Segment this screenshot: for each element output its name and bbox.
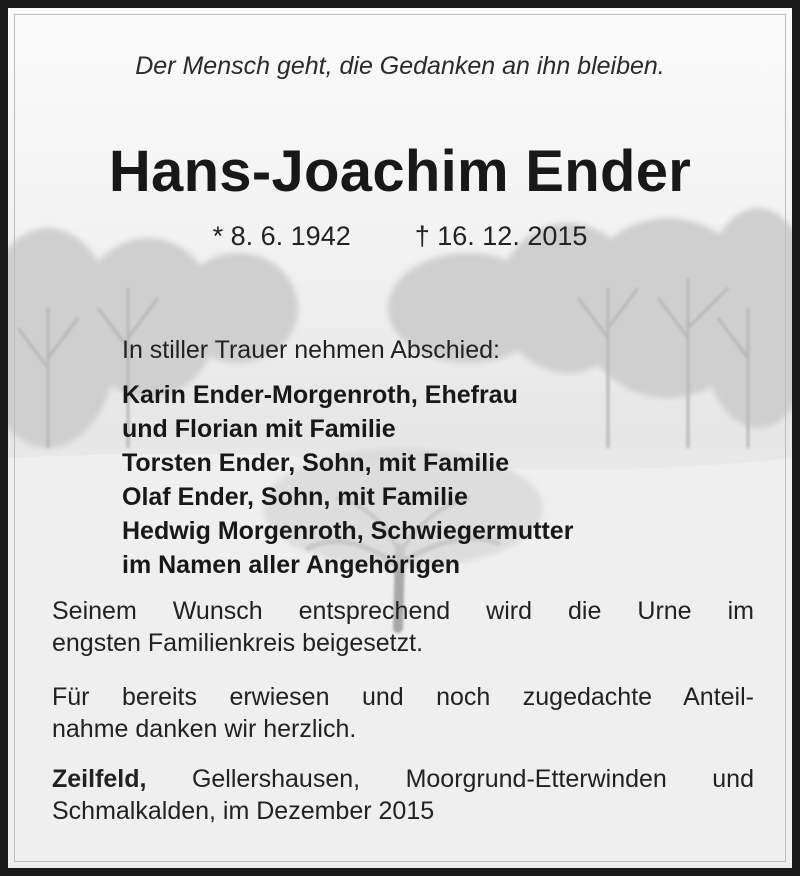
closing-line: Schmalkalden, im Dezember 2015	[52, 797, 435, 825]
closing-line	[52, 763, 754, 795]
mourners-list	[122, 378, 573, 582]
urn-notice	[52, 595, 754, 659]
thanks-text	[52, 681, 754, 745]
closing-places	[52, 763, 754, 827]
birth-date: * 8. 6. 1942	[212, 221, 351, 251]
mourner-line: Olaf Ender, Sohn, mit Familie	[122, 483, 468, 511]
mourner-line: im Namen aller Angehörigen	[122, 551, 461, 579]
deceased-name: Hans-Joachim Ender	[108, 139, 692, 204]
thanks-line: Für bereits erwiesen und noch zugedachte Anteil-	[52, 683, 754, 711]
life-dates	[8, 221, 792, 252]
mourner-line: Torsten Ender, Sohn, mit Familie	[122, 449, 510, 477]
thanks-line: nahme danken wir herzlich.	[52, 715, 357, 743]
motto: Der Mensch geht, die Gedanken an ihn bleiben.	[135, 52, 665, 80]
notice-content	[8, 8, 792, 868]
mourner-line: und Florian mit Familie	[122, 415, 396, 443]
urn-notice-line: Seinem Wunsch entsprechend wird die Urne im	[52, 597, 754, 625]
mourner-line: Hedwig Morgenroth, Schwiegermutter	[122, 517, 574, 545]
closing-place: Zeilfeld,	[52, 765, 147, 793]
closing-line-rest: Gellershausen, Moorgrund-Etterwinden und	[146, 765, 754, 793]
mourner-line: Karin Ender-Morgenroth, Ehefrau	[122, 381, 518, 409]
mourning-intro: In stiller Trauer nehmen Abschied:	[122, 336, 500, 364]
urn-notice-line: engsten Familienkreis beigesetzt.	[52, 629, 424, 657]
death-date: † 16. 12. 2015	[414, 221, 588, 251]
